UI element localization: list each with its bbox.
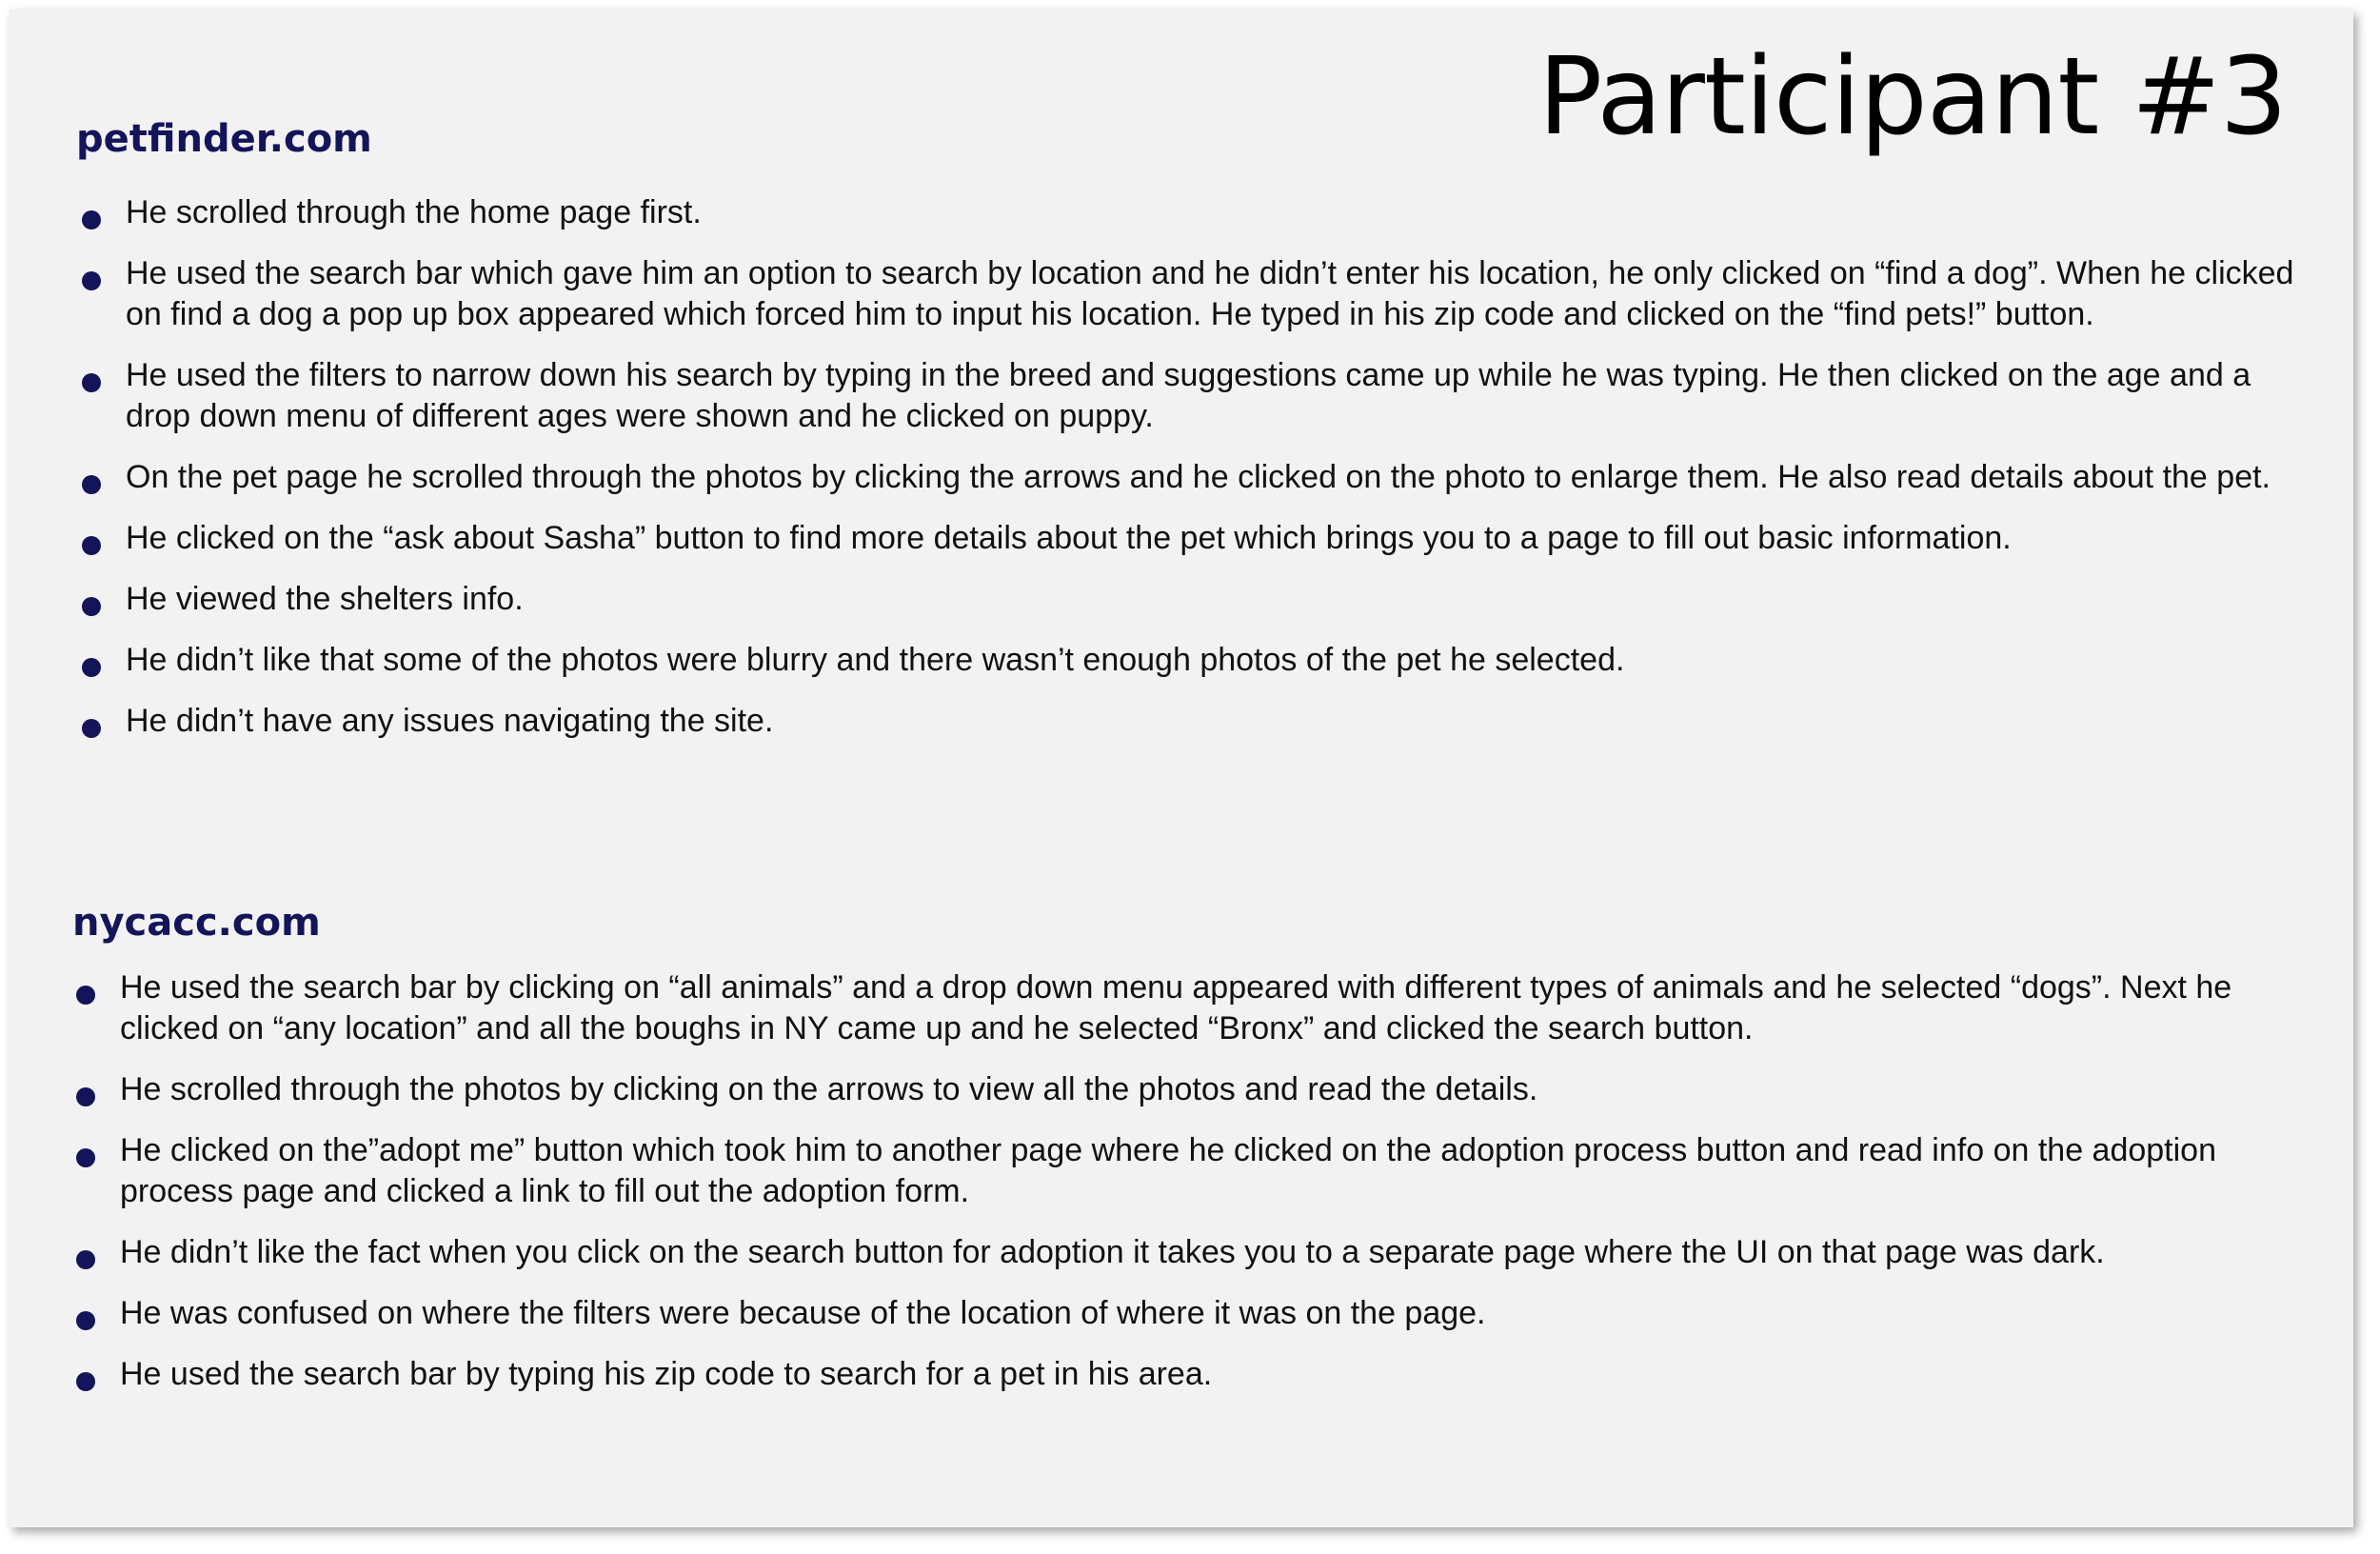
section-heading-petfinder: petfinder.com xyxy=(76,117,372,161)
list-item-text: He viewed the shelters info. xyxy=(126,581,524,617)
section-heading-nycacc: nycacc.com xyxy=(72,901,321,945)
list-item-text: He was confused on where the filters were because of the location of where it was on the page. xyxy=(120,1295,1486,1331)
list-item xyxy=(78,457,2301,498)
bullet-dot-icon xyxy=(82,536,101,555)
bullet-dot-icon xyxy=(82,658,101,677)
bullet-dot-icon xyxy=(76,986,95,1005)
list-item-text: He didn’t have any issues navigating the site. xyxy=(126,703,774,739)
bullet-dot-icon xyxy=(82,271,101,290)
list-item xyxy=(72,1293,2238,1334)
bullet-dot-icon xyxy=(76,1372,95,1391)
list-item xyxy=(72,1069,2238,1110)
list-item xyxy=(78,640,2301,681)
list-item-text: He didn’t like the fact when you click on the search button for adoption it takes you to a separate page where the UI on that page was dark. xyxy=(120,1234,2105,1270)
list-item-text: He used the search bar by typing his zip code to search for a pet in his area. xyxy=(120,1356,1213,1392)
bullet-dot-icon xyxy=(82,597,101,616)
bullet-dot-icon xyxy=(76,1250,95,1269)
bullet-dot-icon xyxy=(82,373,101,392)
petfinder-observations-list xyxy=(78,192,2301,762)
list-item xyxy=(72,1232,2238,1273)
list-item-text: He scrolled through the photos by clicking on the arrows to view all the photos and read the details. xyxy=(120,1071,1538,1107)
list-item xyxy=(78,355,2301,437)
list-item xyxy=(78,253,2301,335)
list-item-text: On the pet page he scrolled through the photos by clicking the arrows and he clicked on the photo to enlarge them. He also read details about the pet. xyxy=(126,459,2271,495)
list-item xyxy=(72,1354,2238,1395)
list-item xyxy=(78,518,2301,559)
list-item xyxy=(78,579,2301,620)
list-item xyxy=(72,1130,2238,1212)
bullet-dot-icon xyxy=(76,1148,95,1167)
list-item-text: He used the search bar which gave him an option to search by location and he didn’t enter his location, he only clicked on “find a dog”. When he clicked on find a dog a pop up box appeared which forced him to input his location. He typed in his zip code and clicked on the “find pets!” button. xyxy=(126,255,2294,332)
nycacc-observations-list xyxy=(72,967,2238,1415)
bullet-dot-icon xyxy=(76,1311,95,1330)
bullet-dot-icon xyxy=(82,210,101,229)
page-title: Participant #3 xyxy=(1537,35,2287,159)
list-item-text: He clicked on the “ask about Sasha” button to find more details about the pet which brings you to a page to fill out basic information. xyxy=(126,520,2012,556)
bullet-dot-icon xyxy=(82,719,101,738)
list-item-text: He clicked on the”adopt me” button which took him to another page where he clicked on the adoption process button and read info on the adoption process page and clicked a link to fill out the adoption form. xyxy=(120,1132,2216,1209)
list-item xyxy=(72,967,2238,1049)
list-item-text: He scrolled through the home page first. xyxy=(126,194,702,230)
bullet-dot-icon xyxy=(76,1087,95,1106)
list-item xyxy=(78,192,2301,233)
list-item-text: He used the search bar by clicking on “all animals” and a drop down menu appeared with different types of animals and he selected “dogs”. Next he clicked on “any location” and all the boughs in NY came up and he selected “Bronx” and clicked the search button. xyxy=(120,969,2232,1046)
list-item xyxy=(78,701,2301,742)
list-item-text: He didn’t like that some of the photos were blurry and there wasn’t enough photos of the pet he selected. xyxy=(126,642,1625,678)
slide-card xyxy=(10,10,2353,1527)
list-item-text: He used the filters to narrow down his search by typing in the breed and suggestions came up while he was typing. He then clicked on the age and a drop down menu of different ages were shown and he clicked on puppy. xyxy=(126,357,2251,434)
bullet-dot-icon xyxy=(82,475,101,494)
